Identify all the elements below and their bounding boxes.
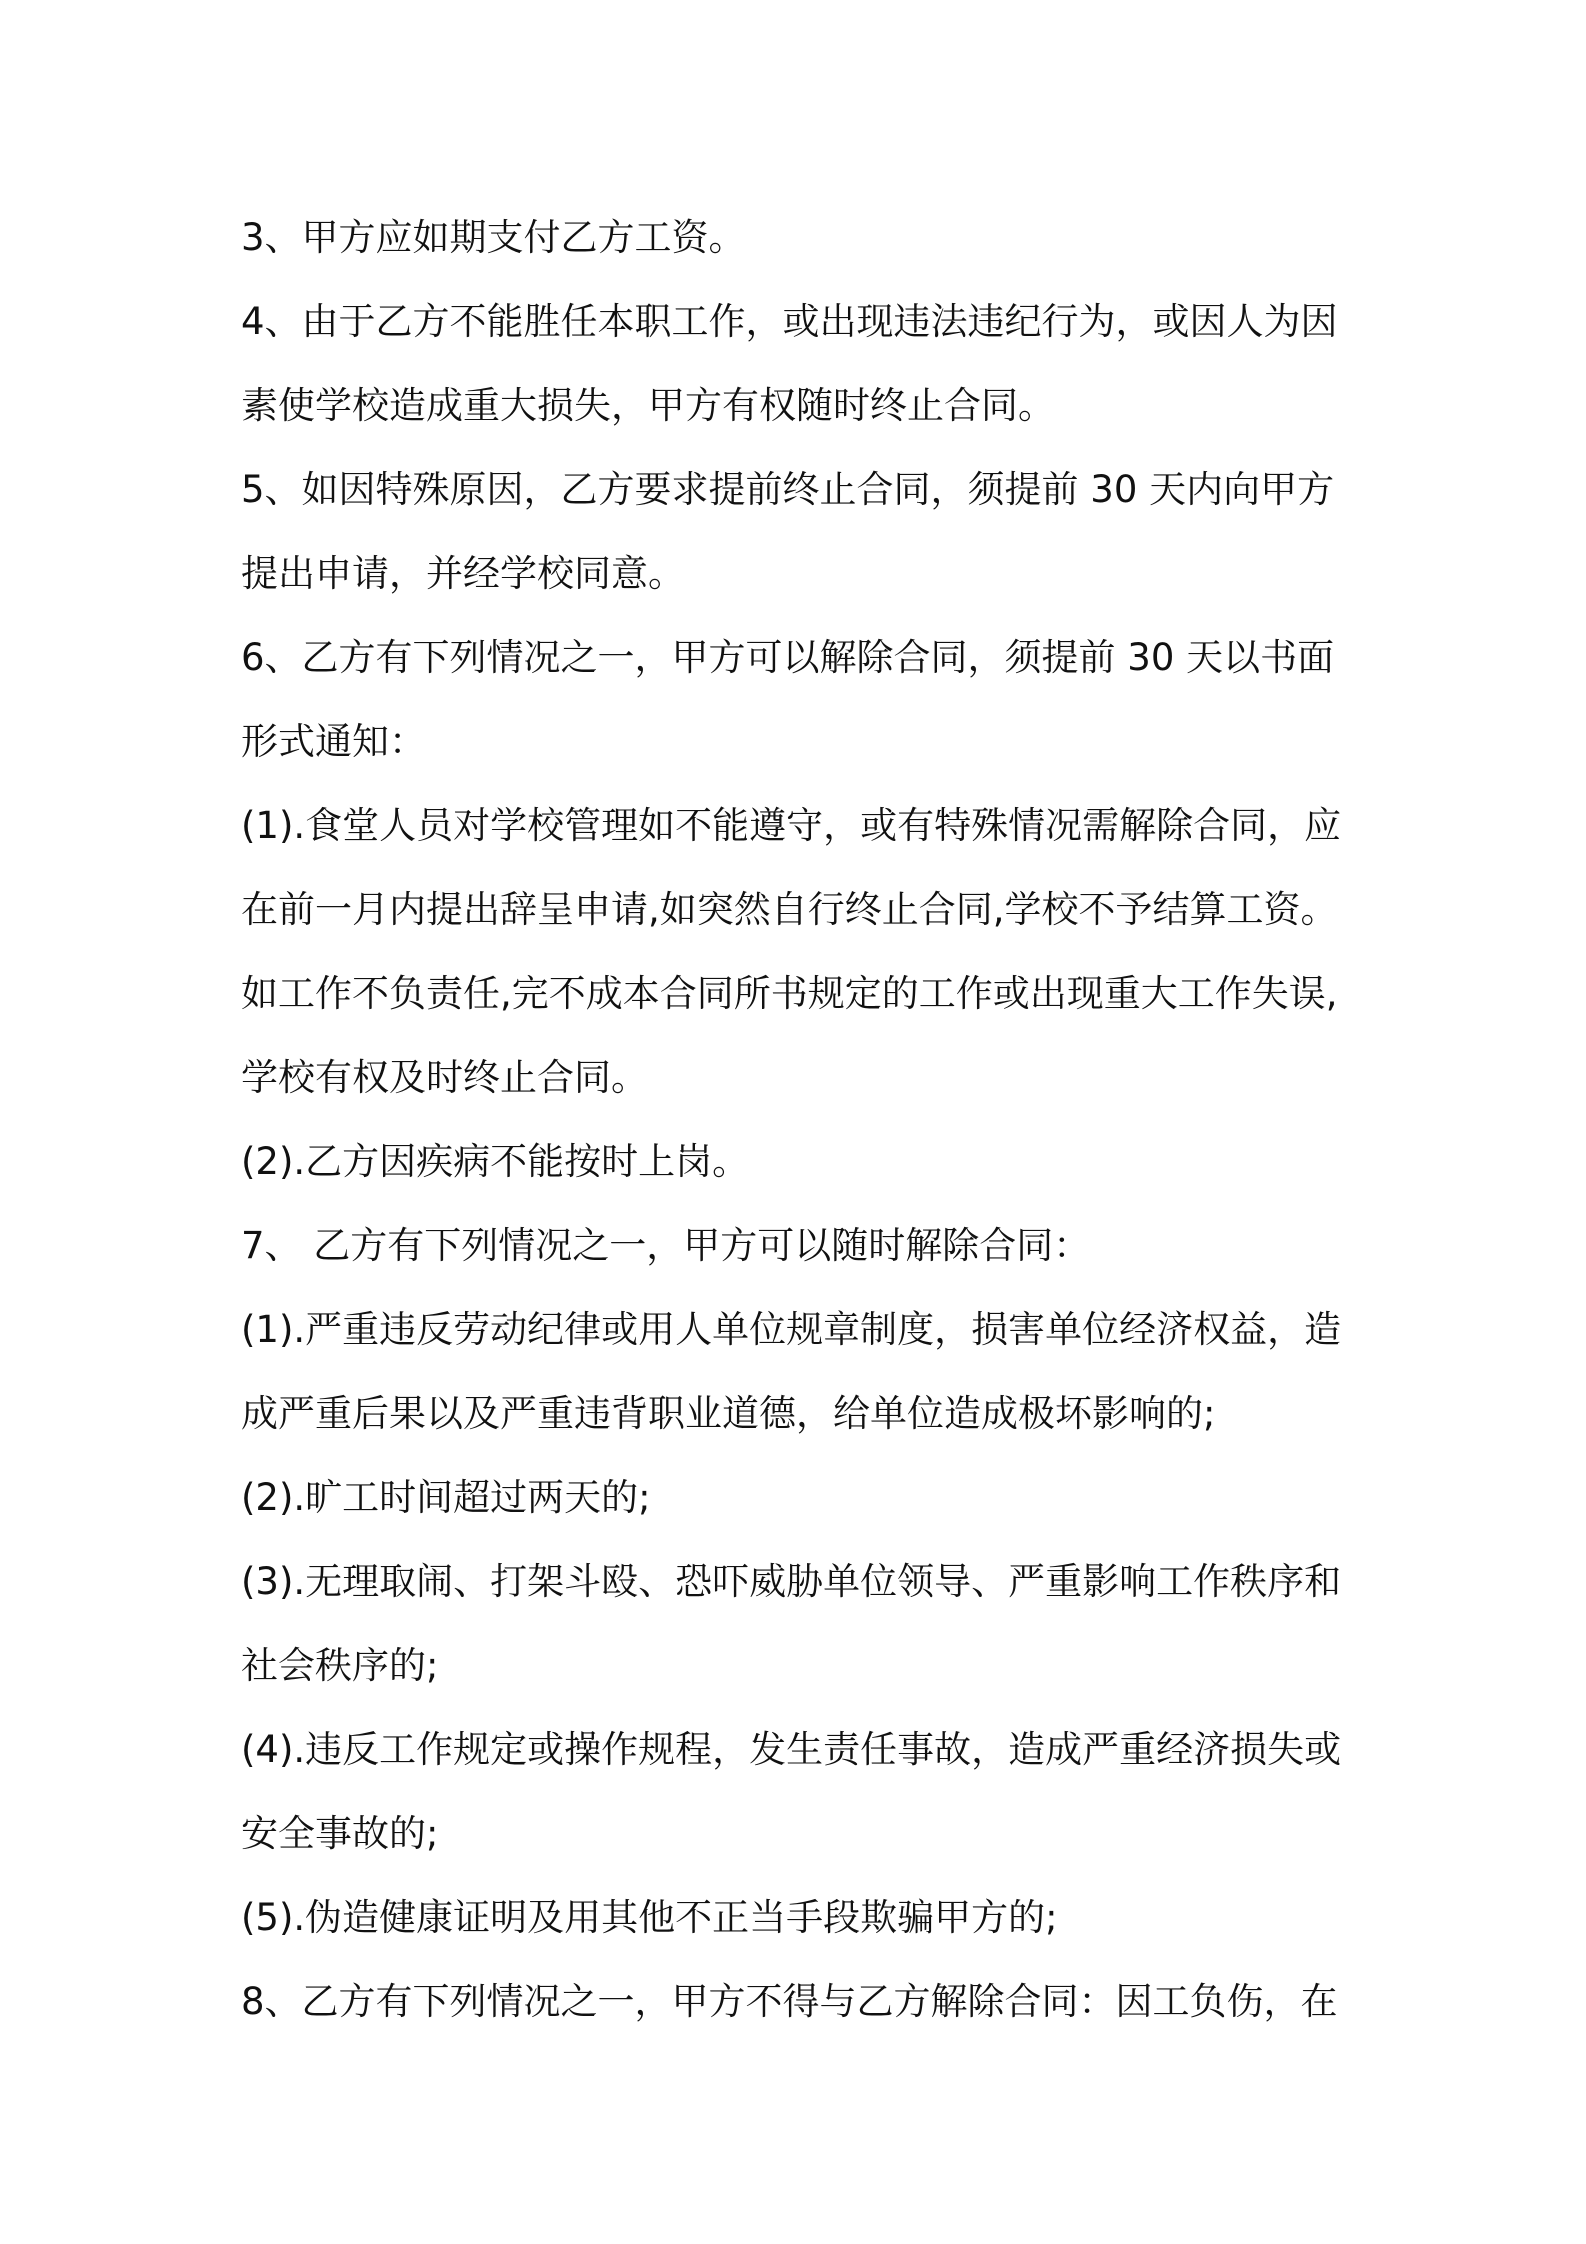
text-line: (3).无理取闹、打架斗殴、恐吓威胁单位领导、严重影响工作秩序和 (241, 1560, 1342, 1603)
text-line: 在前一月内提出辞呈申请,如突然自行终止合同,学校不予结算工资。 (241, 888, 1338, 931)
document-body (241, 196, 1381, 2044)
text-line: (2).旷工时间超过两天的; (241, 1476, 651, 1519)
text-line: (2).乙方因疾病不能按时上岗。 (241, 1140, 750, 1183)
text-line: (1).严重违反劳动纪律或用人单位规章制度，损害单位经济权益，造 (241, 1308, 1342, 1351)
text-line: 8、乙方有下列情况之一，甲方不得与乙方解除合同：因工负伤，在 (241, 1980, 1338, 2023)
text-line: 安全事故的; (241, 1812, 439, 1855)
text-line: 形式通知： (241, 720, 426, 763)
text-line: 学校有权及时终止合同。 (241, 1056, 648, 1099)
text-line: 成严重后果以及严重违背职业道德，给单位造成极坏影响的; (241, 1392, 1216, 1435)
text-line: 如工作不负责任,完不成本合同所书规定的工作或出现重大工作失误, (241, 972, 1338, 1015)
text-line: (5).伪造健康证明及用其他不正当手段欺骗甲方的; (241, 1896, 1058, 1939)
text-line: 社会秩序的; (241, 1644, 439, 1687)
text-line: 素使学校造成重大损失，甲方有权随时终止合同。 (241, 384, 1055, 427)
text-line: 提出申请，并经学校同意。 (241, 552, 685, 595)
text-line: 6、乙方有下列情况之一，甲方可以解除合同，须提前 30 天以书面 (241, 636, 1335, 679)
text-line: (1).食堂人员对学校管理如不能遵守，或有特殊情况需解除合同，应 (241, 804, 1342, 847)
text-line: (4).违反工作规定或操作规程，发生责任事故，造成严重经济损失或 (241, 1728, 1342, 1771)
text-line: 4、由于乙方不能胜任本职工作，或出现违法违纪行为，或因人为因 (241, 300, 1338, 343)
text-line: 3、甲方应如期支付乙方工资。 (241, 216, 746, 259)
text-line: 7、 乙方有下列情况之一，甲方可以随时解除合同： (241, 1224, 1091, 1267)
text-line: 5、如因特殊原因，乙方要求提前终止合同，须提前 30 天内向甲方 (241, 468, 1335, 511)
